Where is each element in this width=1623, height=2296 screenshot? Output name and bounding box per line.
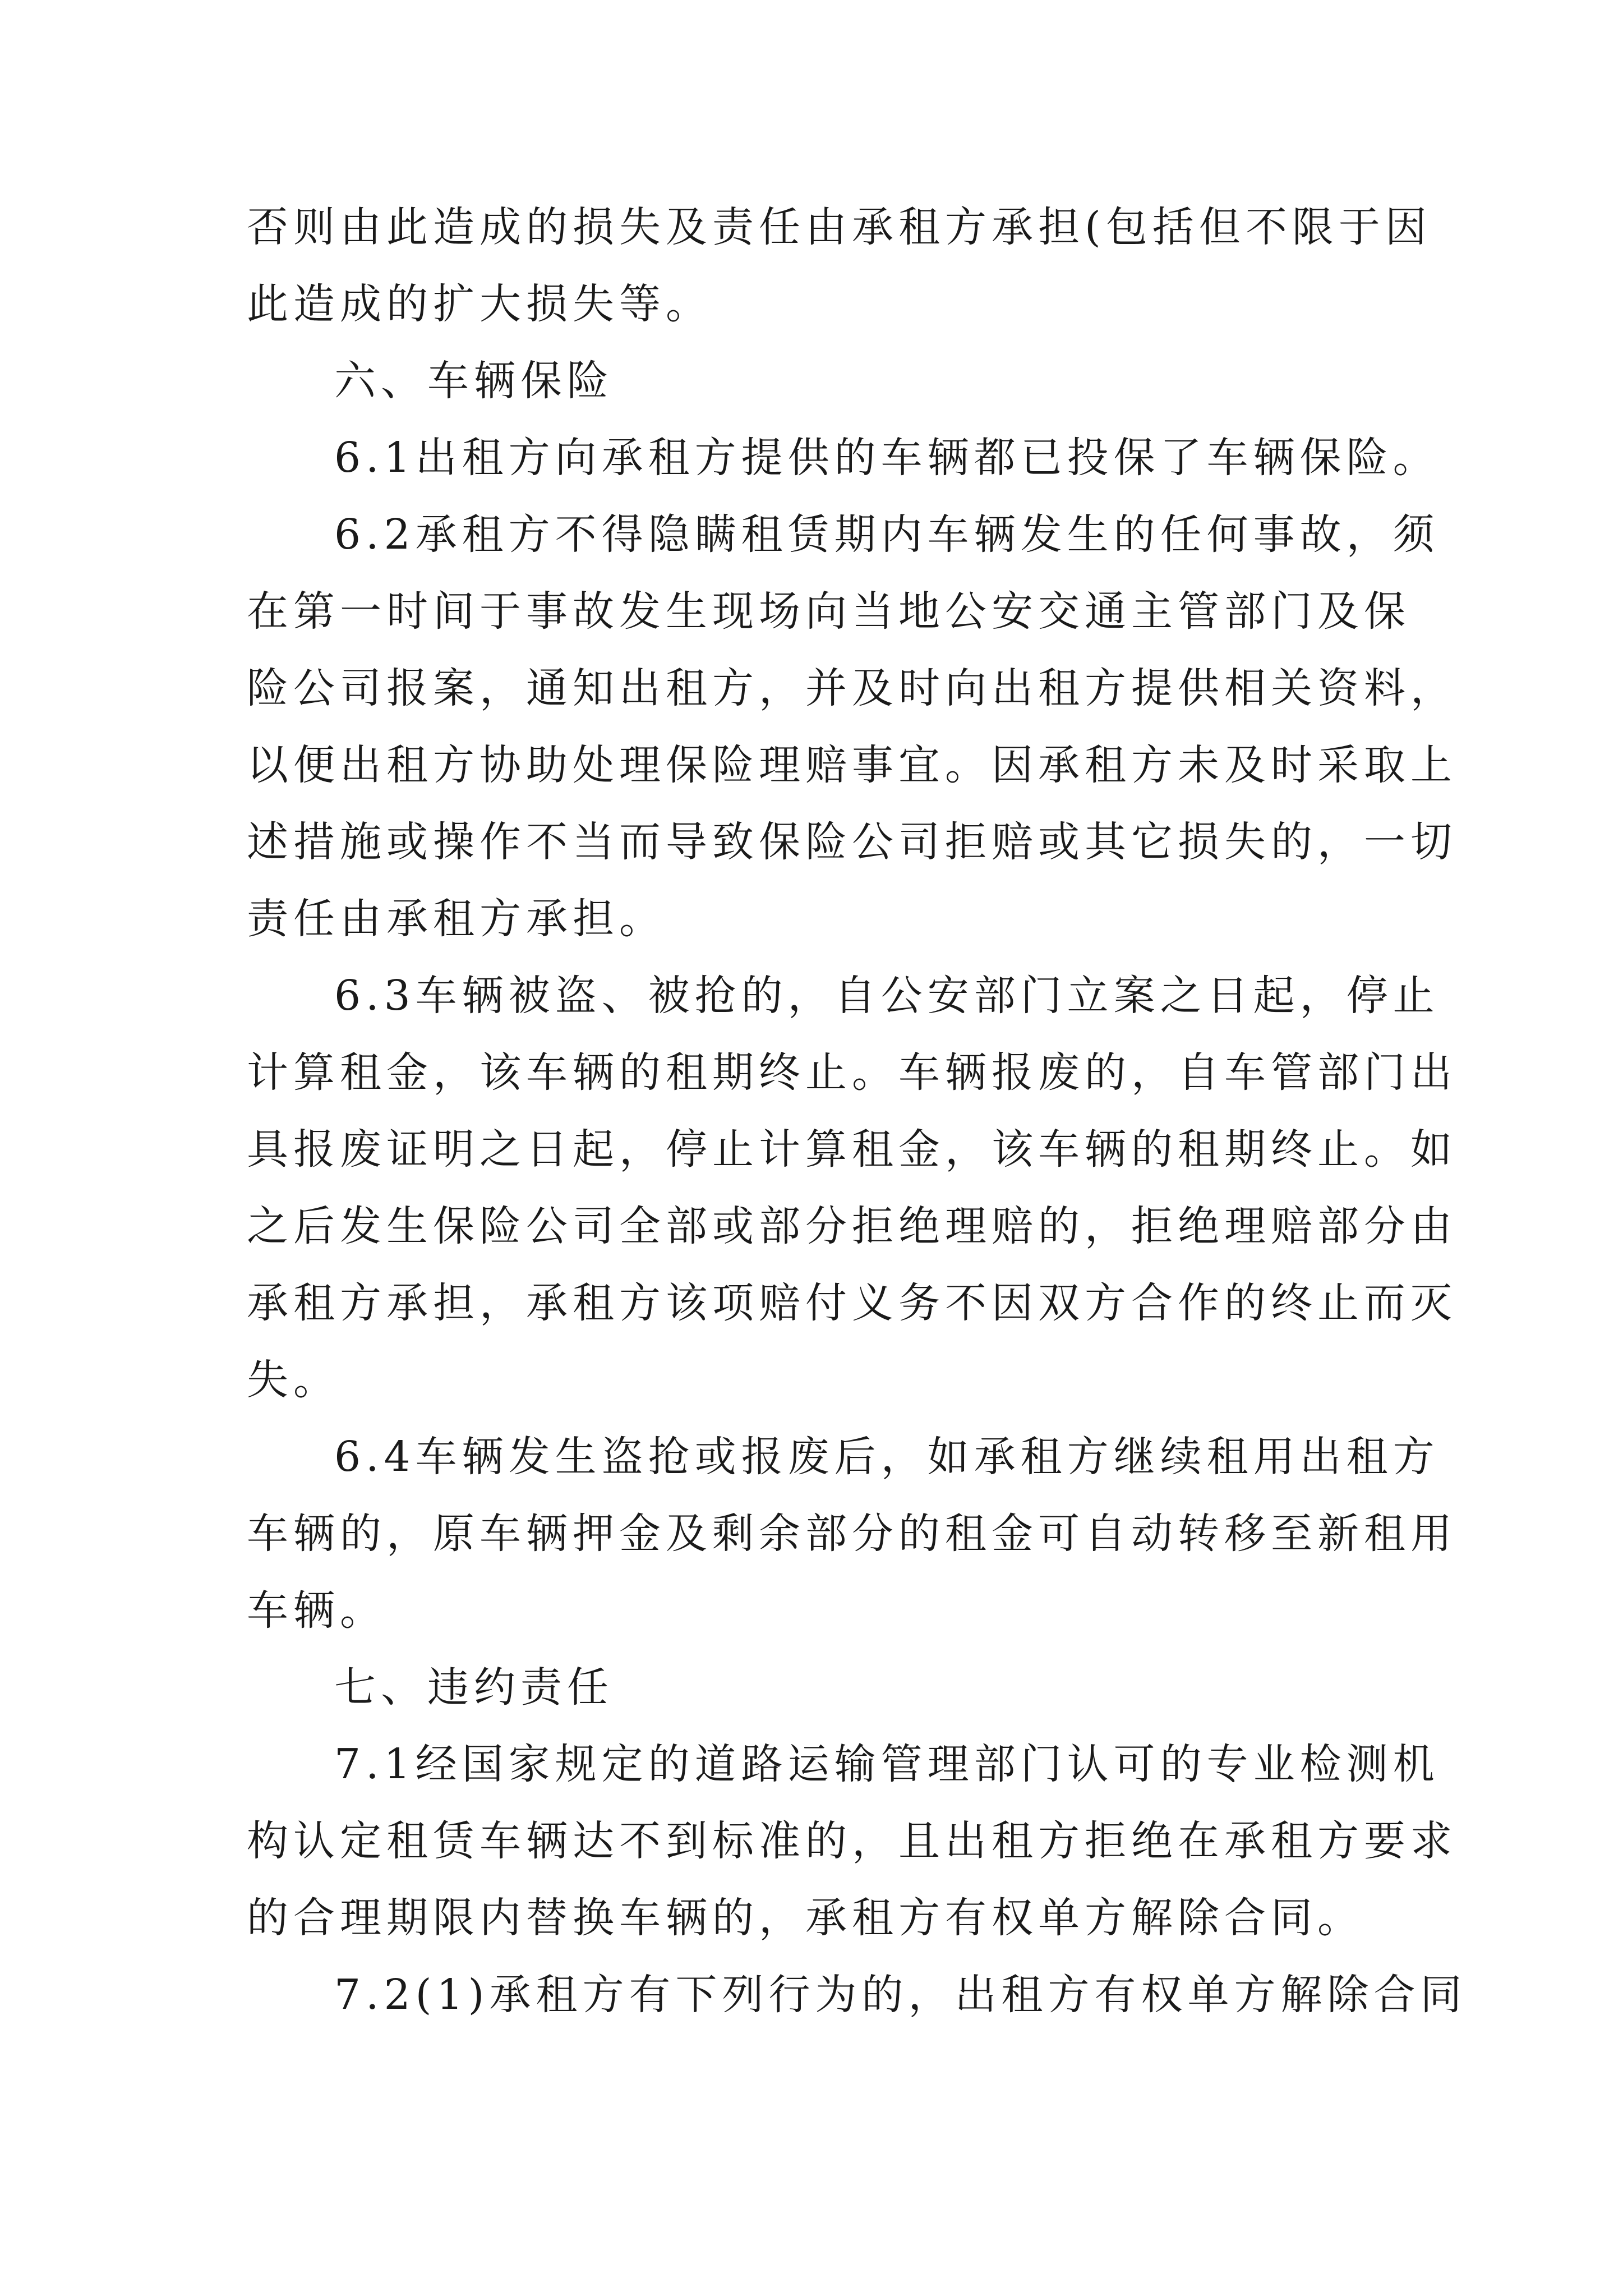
text-line: 责任由承租方承担。 bbox=[247, 895, 666, 943]
text-line: 车辆的，原车辆押金及剩余部分的租金可自动转移至新租用 bbox=[247, 1510, 1457, 1558]
text-line: 承租方承担，承租方该项赔付义务不因双方合作的终止而灭 bbox=[247, 1279, 1457, 1327]
clause-start: 6.4车辆发生盗抢或报废后，如承租方继续租用出租方 bbox=[334, 1433, 1440, 1481]
text-line: 构认定租赁车辆达不到标准的，且出租方拒绝在承租方要求 bbox=[247, 1817, 1457, 1865]
clause-start: 6.2承租方不得隐瞒租赁期内车辆发生的任何事故，须 bbox=[334, 510, 1440, 559]
section-heading: 七、违约责任 bbox=[334, 1663, 614, 1711]
text-line: 之后发生保险公司全部或部分拒绝理赔的，拒绝理赔部分由 bbox=[247, 1202, 1457, 1250]
text-line: 车辆。 bbox=[247, 1586, 386, 1635]
text-line: 具报废证明之日起，停止计算租金，该车辆的租期终止。如 bbox=[247, 1125, 1457, 1174]
text-line: 否则由此造成的损失及责任由承租方承担(包括但不限于因 bbox=[247, 203, 1432, 251]
clause-start: 7.1经国家规定的道路运输管理部门认可的专业检测机 bbox=[334, 1740, 1440, 1788]
clause-start: 7.2(1)承租方有下列行为的，出租方有权单方解除合同 bbox=[334, 1971, 1467, 2019]
text-line: 在第一时间于事故发生现场向当地公安交通主管部门及保 bbox=[247, 587, 1410, 636]
text-line: 计算租金，该车辆的租期终止。车辆报废的，自车管部门出 bbox=[247, 1048, 1457, 1097]
clause-start: 6.3车辆被盗、被抢的，自公安部门立案之日起，停止 bbox=[334, 972, 1440, 1020]
text-line: 以便出租方协助处理保险理赔事宜。因承租方未及时采取上 bbox=[247, 741, 1457, 789]
text-line: 险公司报案，通知出租方，并及时向出租方提供相关资料， bbox=[247, 664, 1457, 712]
clause-start: 6.1出租方向承租方提供的车辆都已投保了车辆保险。 bbox=[334, 434, 1440, 482]
text-line: 的合理期限内替换车辆的，承租方有权单方解除合同。 bbox=[247, 1894, 1364, 1942]
section-heading: 六、车辆保险 bbox=[334, 357, 614, 405]
text-line: 此造成的扩大损失等。 bbox=[247, 280, 712, 328]
text-line: 述措施或操作不当而导致保险公司拒赔或其它损失的，一切 bbox=[247, 818, 1457, 866]
text-line: 失。 bbox=[247, 1356, 340, 1404]
